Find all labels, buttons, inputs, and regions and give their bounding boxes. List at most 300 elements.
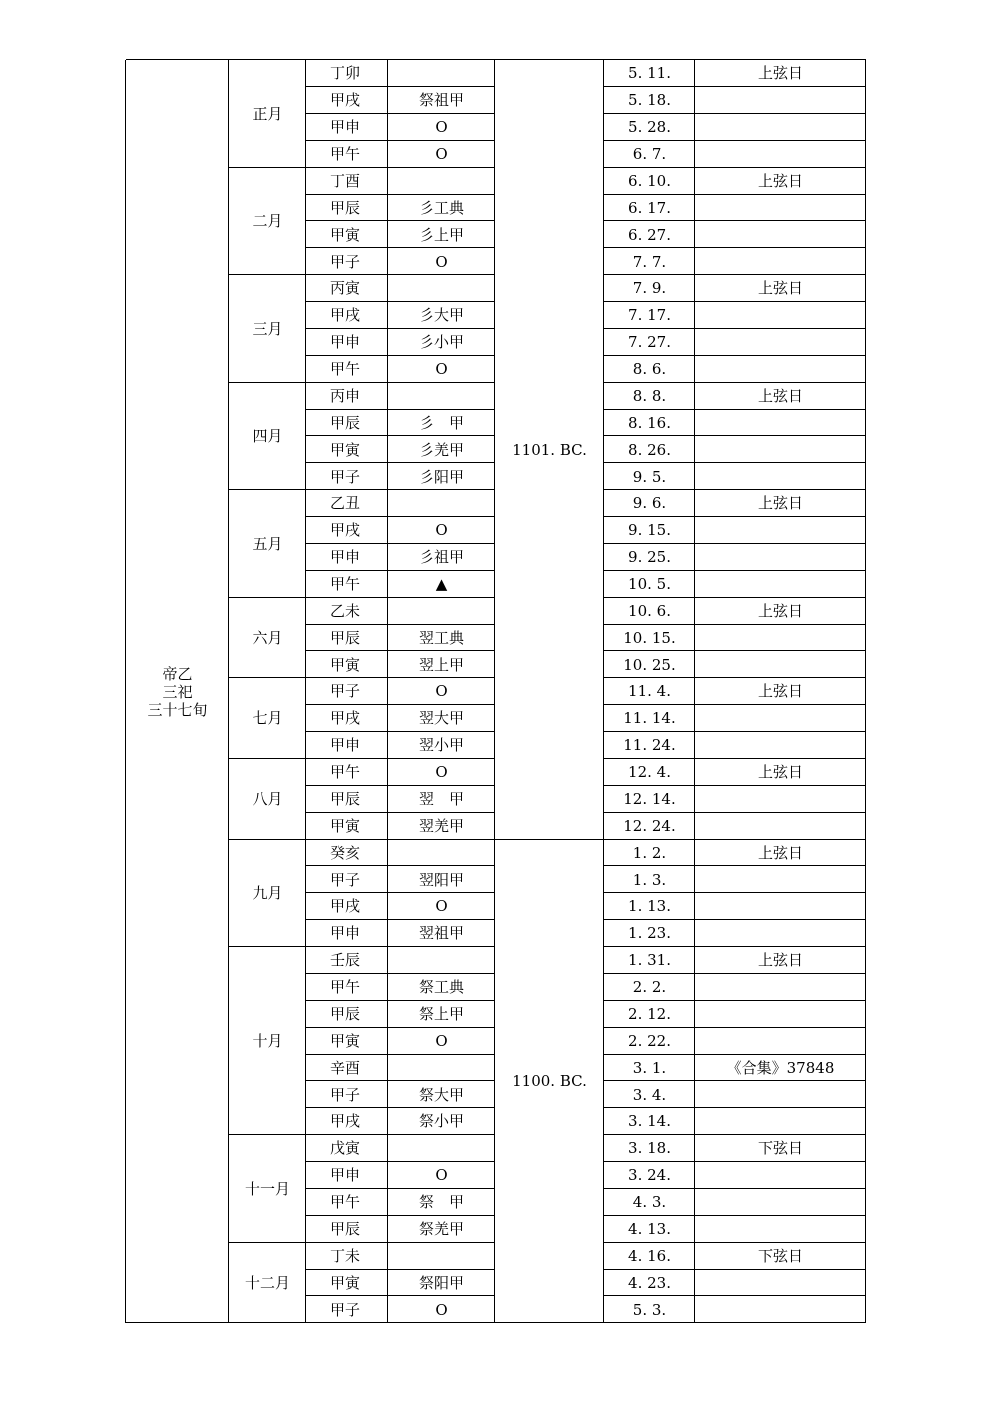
grid-line-horizontal xyxy=(306,1027,495,1028)
date-cell: 4. 16. xyxy=(628,1246,671,1265)
note-cell xyxy=(695,329,866,356)
ganzhi-cell: 甲寅 xyxy=(330,1031,361,1050)
date-cell: 2. 12. xyxy=(628,1004,671,1023)
ganzhi-cell: 丙寅 xyxy=(330,279,361,298)
note-cell xyxy=(695,812,866,839)
note-cell xyxy=(695,141,866,168)
month-cell: 六月 xyxy=(252,628,283,647)
grid-line-horizontal xyxy=(126,59,866,60)
note-cell xyxy=(695,866,866,893)
ganzhi-cell: 甲辰 xyxy=(330,1219,361,1238)
note-cell xyxy=(695,1027,866,1054)
note-cell: 上弦日 xyxy=(757,171,803,190)
ganzhi-cell: 甲戌 xyxy=(330,91,361,110)
grid-line-horizontal xyxy=(604,247,866,248)
grid-line-horizontal xyxy=(306,516,495,517)
grid-line-horizontal xyxy=(604,462,866,463)
rite-cell xyxy=(388,597,495,624)
note-cell: 上弦日 xyxy=(757,386,803,405)
date-cell: 6. 27. xyxy=(628,225,671,244)
ganzhi-cell: 甲辰 xyxy=(330,1004,361,1023)
grid-line-horizontal xyxy=(604,220,866,221)
note-cell xyxy=(695,786,866,813)
note-cell: 上弦日 xyxy=(757,494,803,513)
month-cell: 九月 xyxy=(252,884,283,903)
rite-cell: 祭上甲 xyxy=(418,1004,464,1023)
grid-line-horizontal xyxy=(604,274,866,275)
grid-line-horizontal xyxy=(306,1134,495,1135)
grid-line-horizontal xyxy=(604,946,866,947)
date-cell: 3. 24. xyxy=(628,1166,671,1185)
grid-line-horizontal xyxy=(306,489,495,490)
rite-cell: 彡 甲 xyxy=(418,413,464,432)
grid-line-horizontal xyxy=(604,624,866,625)
ganzhi-cell: 甲寅 xyxy=(330,225,361,244)
date-cell: 9. 25. xyxy=(628,548,671,567)
note-cell xyxy=(695,1001,866,1028)
date-cell: 3. 14. xyxy=(628,1112,671,1131)
date-cell: 11. 14. xyxy=(623,709,676,728)
note-cell: 上弦日 xyxy=(757,763,803,782)
date-cell: 7. 27. xyxy=(628,333,671,352)
ganzhi-cell: 乙未 xyxy=(330,601,361,620)
rite-cell: 翌 甲 xyxy=(418,789,464,808)
note-cell xyxy=(695,920,866,947)
grid-line-horizontal xyxy=(604,1269,866,1270)
note-cell xyxy=(695,356,866,383)
ganzhi-cell: 甲午 xyxy=(330,574,361,593)
ganzhi-cell: 甲寅 xyxy=(330,816,361,835)
rite-cell: 彡上甲 xyxy=(418,225,464,244)
note-cell: 《合集》37848 xyxy=(726,1058,835,1077)
note-cell xyxy=(695,87,866,114)
grid-line-horizontal xyxy=(306,731,495,732)
rite-cell xyxy=(388,167,495,194)
reign-cell xyxy=(126,60,229,1323)
grid-line-horizontal xyxy=(229,382,306,383)
date-cell: 1. 2. xyxy=(632,843,667,862)
month-cell: 十二月 xyxy=(244,1273,290,1292)
rite-cell: O xyxy=(435,1300,448,1319)
grid-line-horizontal xyxy=(229,274,306,275)
rite-cell: O xyxy=(435,360,448,379)
rite-cell: 翌羌甲 xyxy=(418,816,464,835)
grid-line-horizontal xyxy=(604,570,866,571)
rite-cell: O xyxy=(435,521,448,540)
note-cell: 下弦日 xyxy=(757,1246,803,1265)
date-cell: 11. 24. xyxy=(623,736,676,755)
note-cell xyxy=(695,517,866,544)
note-cell: 上弦日 xyxy=(757,951,803,970)
grid-line-horizontal xyxy=(604,435,866,436)
date-cell: 4. 3. xyxy=(632,1193,667,1212)
rite-cell xyxy=(388,382,495,409)
grid-line-horizontal xyxy=(306,167,495,168)
rite-cell: O xyxy=(435,252,448,271)
ganzhi-cell: 甲戌 xyxy=(330,1112,361,1131)
grid-line-horizontal xyxy=(306,462,495,463)
rite-cell xyxy=(388,839,495,866)
date-cell: 5. 11. xyxy=(628,64,671,83)
month-cell: 二月 xyxy=(252,212,283,231)
ganzhi-cell: 乙丑 xyxy=(330,494,361,513)
note-cell: 上弦日 xyxy=(757,682,803,701)
year-cell: 1100. BC. xyxy=(512,1072,587,1091)
date-cell: 2. 2. xyxy=(632,978,667,997)
ganzhi-cell: 丁未 xyxy=(330,1246,361,1265)
date-cell: 4. 13. xyxy=(628,1219,671,1238)
grid-line-horizontal xyxy=(306,570,495,571)
ganzhi-cell: 甲申 xyxy=(330,333,361,352)
ganzhi-cell: 甲申 xyxy=(330,118,361,137)
grid-line-horizontal xyxy=(229,758,306,759)
grid-line-horizontal xyxy=(604,1242,866,1243)
note-cell: 下弦日 xyxy=(757,1139,803,1158)
ganzhi-cell: 甲子 xyxy=(330,467,361,486)
rite-cell: 彡阳甲 xyxy=(418,467,464,486)
grid-line-horizontal xyxy=(306,435,495,436)
grid-line-horizontal xyxy=(306,1188,495,1189)
grid-line-vertical xyxy=(125,60,126,1323)
ganzhi-cell: 甲申 xyxy=(330,736,361,755)
date-cell: 3. 4. xyxy=(632,1085,667,1104)
grid-line-horizontal xyxy=(604,785,866,786)
month-cell: 七月 xyxy=(252,709,283,728)
grid-line-horizontal xyxy=(229,839,306,840)
ganzhi-cell: 丙申 xyxy=(330,386,361,405)
note-cell xyxy=(695,544,866,571)
grid-line-horizontal xyxy=(604,758,866,759)
grid-line-horizontal xyxy=(306,650,495,651)
grid-line-horizontal xyxy=(306,677,495,678)
grid-line-horizontal xyxy=(306,758,495,759)
grid-line-horizontal xyxy=(604,86,866,87)
note-cell xyxy=(695,221,866,248)
grid-line-horizontal xyxy=(229,1134,306,1135)
note-cell xyxy=(695,1162,866,1189)
note-cell xyxy=(695,705,866,732)
grid-line-horizontal xyxy=(306,839,495,840)
rite-cell xyxy=(388,1054,495,1081)
rite-cell: 祭 甲 xyxy=(418,1193,464,1212)
grid-line-horizontal xyxy=(604,1107,866,1108)
ganzhi-cell: 甲子 xyxy=(330,1085,361,1104)
note-cell xyxy=(695,1108,866,1135)
grid-line-horizontal xyxy=(604,194,866,195)
ganzhi-cell: 戊寅 xyxy=(330,1139,361,1158)
date-cell: 10. 5. xyxy=(628,574,671,593)
sacrifice-calendar-table xyxy=(126,60,866,1323)
grid-line-horizontal xyxy=(306,1000,495,1001)
grid-line-horizontal xyxy=(604,355,866,356)
grid-line-horizontal xyxy=(306,194,495,195)
rite-cell: 彡祖甲 xyxy=(418,548,464,567)
grid-line-horizontal xyxy=(306,140,495,141)
rite-cell: 翌阳甲 xyxy=(418,870,464,889)
ganzhi-cell: 甲寅 xyxy=(330,655,361,674)
grid-line-horizontal xyxy=(306,1242,495,1243)
month-cell: 四月 xyxy=(252,427,283,446)
ganzhi-cell: 甲申 xyxy=(330,548,361,567)
note-cell xyxy=(695,571,866,598)
grid-line-horizontal xyxy=(604,704,866,705)
rite-cell: 彡羌甲 xyxy=(418,440,464,459)
rite-cell: O xyxy=(435,1031,448,1050)
date-cell: 12. 4. xyxy=(628,763,671,782)
date-cell: 9. 15. xyxy=(628,521,671,540)
ganzhi-cell: 甲午 xyxy=(330,763,361,782)
rite-cell: O xyxy=(435,1166,448,1185)
grid-line-horizontal xyxy=(604,1080,866,1081)
note-cell xyxy=(695,624,866,651)
grid-line-horizontal xyxy=(604,1295,866,1296)
rite-cell xyxy=(388,1135,495,1162)
date-cell: 10. 15. xyxy=(623,628,676,647)
year-cell: 1101. BC. xyxy=(512,440,587,459)
grid-line-horizontal xyxy=(306,1080,495,1081)
grid-line-horizontal xyxy=(604,1027,866,1028)
rite-cell: 彡大甲 xyxy=(418,306,464,325)
grid-line-horizontal xyxy=(604,113,866,114)
date-cell: 6. 7. xyxy=(632,145,667,164)
ganzhi-cell: 甲寅 xyxy=(330,1273,361,1292)
date-cell: 7. 17. xyxy=(628,306,671,325)
grid-line-horizontal xyxy=(604,140,866,141)
grid-line-horizontal xyxy=(604,812,866,813)
grid-line-horizontal xyxy=(604,1161,866,1162)
grid-line-horizontal xyxy=(229,489,306,490)
ganzhi-cell: 甲辰 xyxy=(330,628,361,647)
note-cell xyxy=(695,248,866,275)
grid-line-horizontal xyxy=(604,543,866,544)
ganzhi-cell: 甲午 xyxy=(330,360,361,379)
date-cell: 1. 13. xyxy=(628,897,671,916)
rite-cell xyxy=(388,60,495,87)
rite-cell: 彡小甲 xyxy=(418,333,464,352)
note-cell xyxy=(695,194,866,221)
grid-line-horizontal xyxy=(306,355,495,356)
note-cell xyxy=(695,974,866,1001)
grid-line-horizontal xyxy=(306,1269,495,1270)
date-cell: 4. 23. xyxy=(628,1273,671,1292)
month-cell: 正月 xyxy=(252,104,283,123)
grid-line-horizontal xyxy=(306,597,495,598)
rite-cell xyxy=(388,1242,495,1269)
grid-line-horizontal xyxy=(306,247,495,248)
rite-cell: 祭大甲 xyxy=(418,1085,464,1104)
rite-cell: 彡工典 xyxy=(418,198,464,217)
grid-line-horizontal xyxy=(229,677,306,678)
ganzhi-cell: 甲辰 xyxy=(330,789,361,808)
ganzhi-cell: 甲子 xyxy=(330,1300,361,1319)
grid-line-horizontal xyxy=(604,516,866,517)
ganzhi-cell: 甲戌 xyxy=(330,306,361,325)
rite-cell: 翌祖甲 xyxy=(418,924,464,943)
rite-cell: 祭小甲 xyxy=(418,1112,464,1131)
grid-line-horizontal xyxy=(306,946,495,947)
ganzhi-cell: 甲寅 xyxy=(330,440,361,459)
rite-cell: 祭阳甲 xyxy=(418,1273,464,1292)
ganzhi-cell: 甲辰 xyxy=(330,198,361,217)
date-cell: 11. 4. xyxy=(628,682,671,701)
reign-line: 帝乙 xyxy=(162,664,193,683)
grid-line-horizontal xyxy=(306,1161,495,1162)
date-cell: 1. 23. xyxy=(628,924,671,943)
note-cell xyxy=(695,1296,866,1323)
month-cell: 三月 xyxy=(252,319,283,338)
rite-cell: 翌小甲 xyxy=(418,736,464,755)
note-cell xyxy=(695,114,866,141)
note-cell: 上弦日 xyxy=(757,279,803,298)
grid-line-horizontal xyxy=(306,543,495,544)
grid-line-horizontal xyxy=(306,1215,495,1216)
rite-cell: O xyxy=(435,118,448,137)
month-cell: 十一月 xyxy=(244,1179,290,1198)
note-cell xyxy=(695,893,866,920)
note-cell xyxy=(695,1269,866,1296)
ganzhi-cell: 癸亥 xyxy=(330,843,361,862)
date-cell: 9. 6. xyxy=(632,494,667,513)
grid-line-horizontal xyxy=(306,704,495,705)
rite-cell: 翌工典 xyxy=(418,628,464,647)
ganzhi-cell: 甲子 xyxy=(330,870,361,889)
date-cell: 3. 1. xyxy=(632,1058,667,1077)
note-cell: 上弦日 xyxy=(757,843,803,862)
grid-line-horizontal xyxy=(229,167,306,168)
grid-line-horizontal xyxy=(306,624,495,625)
grid-line-horizontal xyxy=(306,274,495,275)
grid-line-horizontal xyxy=(604,489,866,490)
ganzhi-cell: 壬辰 xyxy=(330,951,361,970)
grid-line-horizontal xyxy=(306,865,495,866)
grid-line-horizontal xyxy=(229,946,306,947)
note-cell xyxy=(695,732,866,759)
grid-line-horizontal xyxy=(306,220,495,221)
date-cell: 8. 8. xyxy=(632,386,667,405)
rite-cell: O xyxy=(435,145,448,164)
grid-line-horizontal xyxy=(604,1054,866,1055)
ganzhi-cell: 甲午 xyxy=(330,978,361,997)
grid-line-horizontal xyxy=(495,839,604,840)
date-cell: 8. 26. xyxy=(628,440,671,459)
rite-cell: O xyxy=(435,763,448,782)
grid-line-horizontal xyxy=(229,1242,306,1243)
grid-line-horizontal xyxy=(604,382,866,383)
grid-line-horizontal xyxy=(604,919,866,920)
ganzhi-cell: 丁卯 xyxy=(330,64,361,83)
ganzhi-cell: 甲辰 xyxy=(330,413,361,432)
date-cell: 10. 6. xyxy=(628,601,671,620)
grid-line-horizontal xyxy=(604,973,866,974)
rite-cell xyxy=(388,275,495,302)
grid-line-horizontal xyxy=(604,1188,866,1189)
ganzhi-cell: 辛酉 xyxy=(330,1058,361,1077)
date-cell: 12. 14. xyxy=(623,789,676,808)
ganzhi-cell: 甲午 xyxy=(330,1193,361,1212)
rite-cell: 祭羌甲 xyxy=(418,1219,464,1238)
date-cell: 10. 25. xyxy=(623,655,676,674)
note-cell: 上弦日 xyxy=(757,601,803,620)
grid-line-horizontal xyxy=(306,86,495,87)
grid-line-horizontal xyxy=(604,1215,866,1216)
grid-line-horizontal xyxy=(604,1134,866,1135)
note-cell xyxy=(695,302,866,329)
note-cell xyxy=(695,1189,866,1216)
rite-cell xyxy=(388,947,495,974)
grid-line-horizontal xyxy=(604,328,866,329)
ganzhi-cell: 甲子 xyxy=(330,682,361,701)
ganzhi-cell: 甲戌 xyxy=(330,709,361,728)
note-cell xyxy=(695,409,866,436)
note-cell xyxy=(695,463,866,490)
grid-line-horizontal xyxy=(604,409,866,410)
grid-line-horizontal xyxy=(604,650,866,651)
rite-cell: 翌大甲 xyxy=(418,709,464,728)
date-cell: 7. 9. xyxy=(632,279,667,298)
ganzhi-cell: 丁酉 xyxy=(330,171,361,190)
grid-line-horizontal xyxy=(306,113,495,114)
date-cell: 7. 7. xyxy=(632,252,667,271)
grid-line-horizontal xyxy=(306,1107,495,1108)
date-cell: 1. 31. xyxy=(628,951,671,970)
rite-cell: 祭工典 xyxy=(418,978,464,997)
grid-line-horizontal xyxy=(306,812,495,813)
date-cell: 8. 6. xyxy=(632,360,667,379)
grid-line-horizontal xyxy=(604,167,866,168)
date-cell: 2. 22. xyxy=(628,1031,671,1050)
grid-line-horizontal xyxy=(604,839,866,840)
note-cell xyxy=(695,1081,866,1108)
grid-line-horizontal xyxy=(306,892,495,893)
note-cell xyxy=(695,1216,866,1243)
ganzhi-cell: 甲午 xyxy=(330,145,361,164)
grid-line-horizontal xyxy=(306,409,495,410)
date-cell: 1. 3. xyxy=(632,870,667,889)
grid-line-horizontal xyxy=(306,1295,495,1296)
grid-line-horizontal xyxy=(229,597,306,598)
rite-cell xyxy=(388,490,495,517)
grid-line-horizontal xyxy=(306,973,495,974)
date-cell: 12. 24. xyxy=(623,816,676,835)
ganzhi-cell: 甲申 xyxy=(330,1166,361,1185)
grid-line-horizontal xyxy=(306,1054,495,1055)
month-cell: 十月 xyxy=(252,1031,283,1050)
ganzhi-cell: 甲申 xyxy=(330,924,361,943)
grid-line-horizontal xyxy=(604,1000,866,1001)
grid-line-horizontal xyxy=(604,597,866,598)
date-cell: 5. 28. xyxy=(628,118,671,137)
note-cell: 上弦日 xyxy=(757,64,803,83)
date-cell: 6. 10. xyxy=(628,171,671,190)
rite-cell: ▲ xyxy=(435,574,448,593)
grid-line-horizontal xyxy=(306,328,495,329)
grid-line-horizontal xyxy=(306,785,495,786)
grid-line-horizontal xyxy=(604,892,866,893)
grid-line-horizontal xyxy=(604,731,866,732)
rite-cell: O xyxy=(435,682,448,701)
date-cell: 5. 3. xyxy=(632,1300,667,1319)
note-cell xyxy=(695,651,866,678)
grid-line-horizontal xyxy=(604,301,866,302)
month-cell: 八月 xyxy=(252,789,283,808)
ganzhi-cell: 甲戌 xyxy=(330,897,361,916)
grid-line-horizontal xyxy=(306,382,495,383)
ganzhi-cell: 甲子 xyxy=(330,252,361,271)
ganzhi-cell: 甲戌 xyxy=(330,521,361,540)
date-cell: 3. 18. xyxy=(628,1139,671,1158)
rite-cell: 祭祖甲 xyxy=(418,91,464,110)
month-cell: 五月 xyxy=(252,534,283,553)
